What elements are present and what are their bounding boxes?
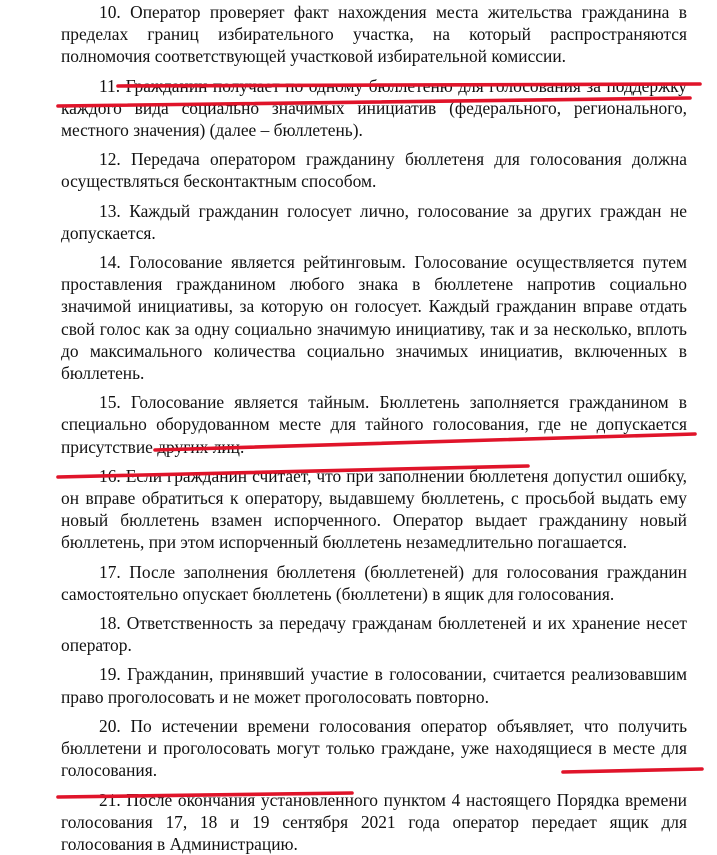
- paragraph-11: 11. Гражданин получает по одному бюллетеню для голосования за поддержку каждого вида социально значимых инициатив (федерального, регионального, местного значения) (далее – бюллетень).: [61, 75, 687, 142]
- paragraph-20: 20. По истечении времени голосования оператор объявляет, что получить бюллетени и проголосовать могут только граждане, уже находящиеся в месте для голосования.: [61, 715, 687, 782]
- paragraph-18: 18. Ответственность за передачу гражданам бюллетеней и их хранение несет оператор.: [61, 612, 687, 656]
- paragraph-17: 17. После заполнения бюллетеня (бюллетеней) для голосования гражданин самостоятельно опускает бюллетень (бюллетени) в ящик для голосования.: [61, 561, 687, 605]
- paragraph-19: 19. Гражданин, принявший участие в голосовании, считается реализовавшим право проголосовать и не может проголосовать повторно.: [61, 663, 687, 707]
- paragraph-12: 12. Передача оператором гражданину бюллетеня для голосования должна осуществляться бесконтактным способом.: [61, 148, 687, 192]
- document-body: [61, 0, 687, 855]
- paragraph-15: 15. Голосование является тайным. Бюллетень заполняется гражданином в специально оборудованном месте для тайного голосования, где не допускается присутствие других лиц.: [61, 391, 687, 458]
- paragraph-13: 13. Каждый гражданин голосует лично, голосование за других граждан не допускается.: [61, 200, 687, 244]
- paragraph-16: 16. Если гражданин считает, что при заполнении бюллетеня допустил ошибку, он вправе обратиться к оператору, выдавшему бюллетень, с просьбой выдать ему новый бюллетень взамен испорченного. Оператор выдает гражданину новый бюллетень, при этом испорченный бюллетень незамедлительно погашается.: [61, 465, 687, 554]
- paragraph-21: 21. После окончания установленного пунктом 4 настоящего Порядка времени голосования 17, 18 и 19 сентября 2021 года оператор передает ящик для голосования в Администрацию.: [61, 789, 687, 855]
- paragraph-10: 10. Оператор проверяет факт нахождения места жительства гражданина в пределах границ избирательного участка, на который распространяются полномочия соответствующей участковой избирательной комиссии.: [61, 1, 687, 68]
- paragraph-14: 14. Голосование является рейтинговым. Голосование осуществляется путем проставления гражданином любого знака в бюллетене напротив социально значимой инициативы, за которую он голосует. Каждый гражданин вправе отдать свой голос как за одну социально значимую инициативу, так и за несколько, вплоть до максимального количества социально значимых инициатив, включенных в бюллетень.: [61, 251, 687, 384]
